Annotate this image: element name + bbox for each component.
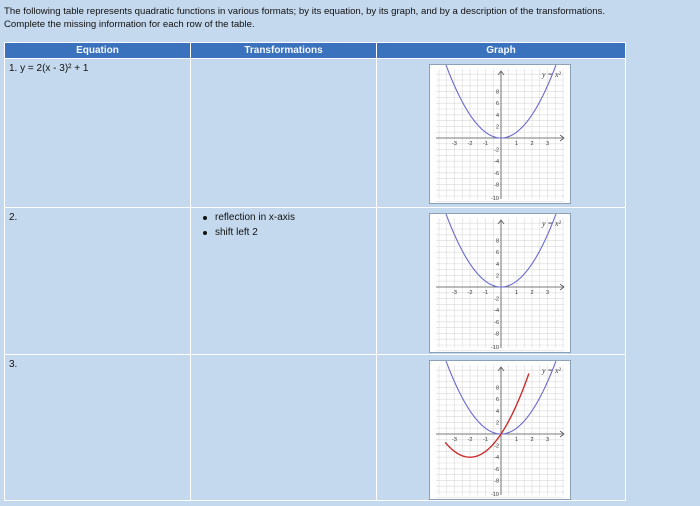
- quadratic-table: [4, 42, 626, 501]
- header-equation: Equation: [5, 43, 191, 59]
- bullet-icon: [203, 231, 207, 235]
- graph-cell: [377, 355, 626, 501]
- y-tick-label: 8: [495, 89, 499, 96]
- y-tick-label: 8: [495, 385, 499, 392]
- list-item: [199, 212, 295, 223]
- y-tick-label: 6: [495, 101, 499, 108]
- x-tick-label: 2: [530, 437, 534, 443]
- y-tick-label: -4: [494, 308, 499, 315]
- y-tick-label: -10: [491, 345, 499, 351]
- x-tick-label: 1: [514, 437, 519, 443]
- graph-svg: [430, 361, 570, 499]
- equation-text: 1. y = 2(x - 3)² + 1: [9, 63, 89, 74]
- y-tick-label: -8: [494, 331, 499, 338]
- instructions: [4, 6, 694, 31]
- grid: [436, 69, 564, 202]
- equation-cell[interactable]: [5, 59, 191, 208]
- x-tick-label: -3: [452, 290, 457, 296]
- graph-2: [429, 213, 571, 353]
- parabola-label: y = x²: [542, 219, 561, 228]
- y-tick-label: 6: [495, 250, 499, 257]
- transformation-text: reflection in x-axis: [215, 212, 296, 223]
- graph-cell: [377, 208, 626, 355]
- transformations-cell[interactable]: [191, 59, 377, 208]
- y-tick-label: -2: [494, 443, 499, 450]
- transformations-list: [199, 212, 295, 242]
- graph-3: [429, 360, 571, 500]
- x-tick-label: 1: [514, 141, 519, 147]
- y-tick-label: 2: [495, 273, 499, 280]
- y-tick-label: -2: [494, 147, 499, 154]
- x-tick-label: -2: [467, 141, 473, 147]
- equation-text: 3.: [9, 359, 18, 370]
- x-tick-label: -2: [467, 437, 473, 443]
- y-tick-label: -8: [494, 182, 499, 189]
- grid: [436, 365, 564, 498]
- x-tick-label: -1: [483, 141, 488, 147]
- y-tick-label: 2: [495, 420, 499, 427]
- x-tick-label: 1: [514, 290, 519, 296]
- y-tick-label: -6: [494, 319, 499, 326]
- x-tick-label: -3: [452, 141, 457, 147]
- equation-cell[interactable]: [5, 208, 191, 355]
- graph-svg: [430, 214, 570, 352]
- x-tick-label: 3: [545, 437, 550, 443]
- y-tick-label: -10: [491, 196, 499, 202]
- y-tick-label: 6: [495, 397, 499, 404]
- graph-cell: [377, 59, 626, 208]
- y-tick-label: 4: [495, 408, 499, 415]
- transformation-text: shift left 2: [215, 227, 258, 238]
- x-tick-label: 2: [530, 141, 534, 147]
- y-tick-label: -2: [494, 296, 499, 303]
- header-transformations: Transformations: [191, 43, 377, 59]
- parabola-label: y = x²: [542, 366, 561, 375]
- instructions-line-2: Complete the missing information for each row of the table.: [4, 18, 255, 30]
- parabola-label: y = x²: [542, 70, 561, 79]
- equation-cell[interactable]: [5, 355, 191, 501]
- x-tick-label: 3: [545, 290, 550, 296]
- header-row: [5, 43, 626, 59]
- y-tick-label: -6: [494, 466, 499, 473]
- y-tick-label: -4: [494, 455, 499, 462]
- y-tick-label: -10: [491, 492, 499, 498]
- x-tick-label: 3: [545, 141, 550, 147]
- list-item: [199, 227, 295, 238]
- x-tick-label: 2: [530, 290, 534, 296]
- transformations-cell[interactable]: [191, 355, 377, 501]
- y-tick-label: -8: [494, 478, 499, 485]
- x-tick-label: -2: [467, 290, 473, 296]
- x-tick-label: -1: [483, 290, 488, 296]
- y-tick-label: 2: [495, 124, 499, 131]
- graph-1: [429, 64, 571, 204]
- y-tick-label: 4: [495, 261, 499, 268]
- table-row: [5, 355, 626, 501]
- grid: [436, 218, 564, 351]
- y-tick-label: -4: [494, 159, 499, 166]
- equation-text: 2.: [9, 212, 18, 223]
- table-row: [5, 208, 626, 355]
- y-tick-label: 4: [495, 112, 499, 119]
- transformations-cell: [191, 208, 377, 355]
- graph-svg: [430, 65, 570, 203]
- x-tick-label: -3: [452, 437, 457, 443]
- bullet-icon: [203, 216, 207, 220]
- y-tick-label: -6: [494, 170, 499, 177]
- instructions-line-1: The following table represents quadratic functions in various formats; by its equation, by its graph, and by a description of the transformations.: [4, 6, 605, 17]
- table-row: [5, 59, 626, 208]
- y-tick-label: 8: [495, 238, 499, 245]
- header-graph: Graph: [377, 43, 626, 59]
- x-tick-label: -1: [483, 437, 488, 443]
